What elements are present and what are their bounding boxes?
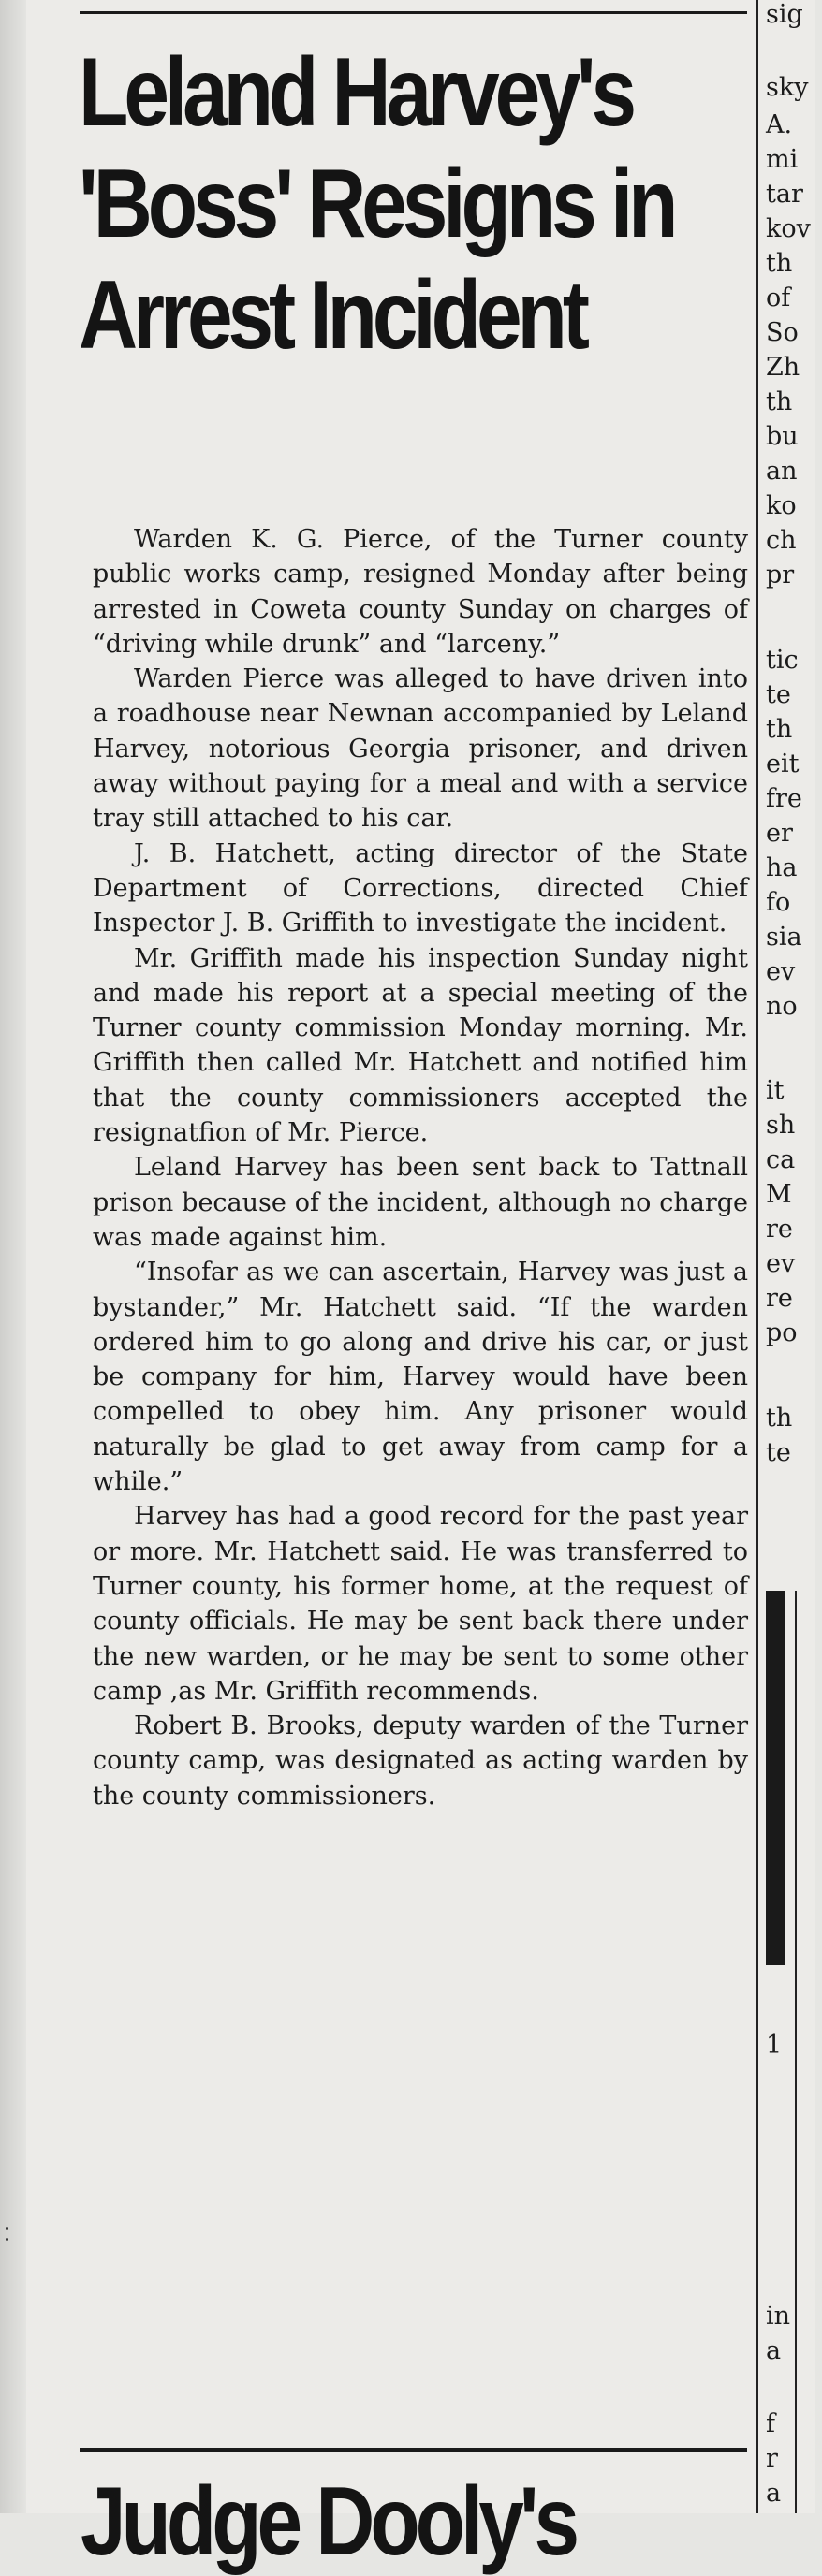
column-fragment: sig (766, 0, 803, 29)
scan-speck (6, 2227, 8, 2230)
column-fragment: ev (766, 1249, 796, 1278)
article-paragraph: J. B. Hatchett, acting director of the State Department of Corrections, directed Chief Inspector J. B. Griffith to investigate the incident. (93, 838, 748, 939)
column-fragment: th (766, 387, 793, 416)
column-fragment: th (766, 249, 793, 278)
headline-line: Leland Harvey's (79, 38, 632, 147)
column-fragment: M (766, 1180, 792, 1209)
column-fragment: no (766, 992, 798, 1021)
column-divider (756, 0, 758, 2513)
article-paragraph: Leland Harvey has been sent back to Tattnall prison because of the incident, although no charge was made against him. (93, 1153, 748, 1252)
column-fragment: tar (766, 180, 803, 209)
article-paragraph: Warden K. G. Pierce, of the Turner county public works camp, resigned Monday after being arrested in Coweta county Sunday on charges of “driving while drunk” and “larceny.” (93, 525, 748, 659)
column-fragment: tic (766, 646, 799, 675)
article-paragraph: Mr. Griffith made his inspection Sunday night and made his report at a special meeting of the Turner county commission Monday morning. Mr. Griffith then called Mr. Hatchett and notified him that the county commissioners accepted the resignatfion of Mr. Pierce. (93, 943, 748, 1148)
column-divider-right (795, 1591, 797, 2513)
column-fragment: in (766, 2302, 791, 2331)
column-fragment: fo (766, 888, 791, 917)
column-fragment: it (766, 1076, 785, 1105)
column-fragment: re (766, 1284, 793, 1313)
column-fragment: ha (766, 853, 798, 882)
column-fragment: th (766, 1404, 793, 1433)
column-fragment: er (766, 819, 793, 848)
column-fragment: re (766, 1215, 793, 1244)
column-fragment: A. (766, 110, 793, 139)
headline-line: Arrest Incident (79, 261, 585, 370)
scan-speck (6, 2238, 8, 2241)
column-fragment: bu (766, 422, 799, 451)
column-fragment: So (766, 318, 799, 347)
column-fragment: fre (766, 784, 802, 813)
article-paragraph: Robert B. Brooks, deputy warden of the Turner county camp, was designated as acting warden by the county commissioners. (93, 1711, 748, 1811)
column-fragment: a (766, 2336, 782, 2365)
article-paragraph: “Insofar as we can ascertain, Harvey was just a bystander,” Mr. Hatchett said. “If the warden ordered him to go along and drive his car, or just be company for him, Harvey would have been compelled to obey him. Any prisoner would naturally be glad to get away from camp for a while.” (93, 1258, 748, 1497)
column-fragment: of (766, 284, 791, 313)
column-fragment: th (766, 715, 793, 744)
column-fragment: ch (766, 526, 797, 555)
column-fragment: ca (766, 1145, 796, 1174)
column-fragment: kov (766, 214, 811, 243)
column-fragment: Zh (766, 353, 800, 382)
bottom-column-rule (80, 2448, 747, 2452)
headline (79, 37, 674, 371)
column-dark-block (766, 1591, 785, 1965)
column-fragment: po (766, 1318, 798, 1347)
column-fragment: te (766, 1438, 791, 1467)
column-fragment: an (766, 457, 798, 486)
column-fragment: sia (766, 923, 802, 952)
column-fragment: te (766, 680, 791, 709)
column-fragment: 1 (766, 2030, 783, 2059)
column-fragment: a (766, 2479, 782, 2508)
article-body (93, 522, 748, 1813)
column-fragment: ko (766, 491, 797, 520)
column-fragment: eit (766, 750, 800, 779)
next-article-headline: Judge Dooly's (81, 2467, 576, 2576)
column-fragment: mi (766, 145, 799, 174)
column-fragment: sky (766, 73, 809, 102)
headline-line: 'Boss' Resigns in (79, 150, 674, 258)
column-fragment: pr (766, 560, 795, 589)
column-fragment: f (766, 2409, 775, 2438)
scan-margin (0, 0, 26, 2513)
column-fragment: sh (766, 1111, 796, 1140)
top-column-rule (80, 11, 747, 14)
column-fragment: ev (766, 957, 796, 986)
column-fragment: r (766, 2444, 778, 2473)
article-paragraph: Warden Pierce was alleged to have driven into a roadhouse near Newnan accompanied by Leland Harvey, notorious Georgia prisoner, and driven away without paying for a meal and with a service tray still attached to his car. (93, 664, 748, 834)
article-paragraph: Harvey has had a good record for the past year or more. Mr. Hatchett said. He was transferred to Turner county, his former home, at the request of county officials. He may be sent back there under the new warden, or he may be sent to some other camp ,as Mr. Griffith recommends. (93, 1502, 748, 1706)
